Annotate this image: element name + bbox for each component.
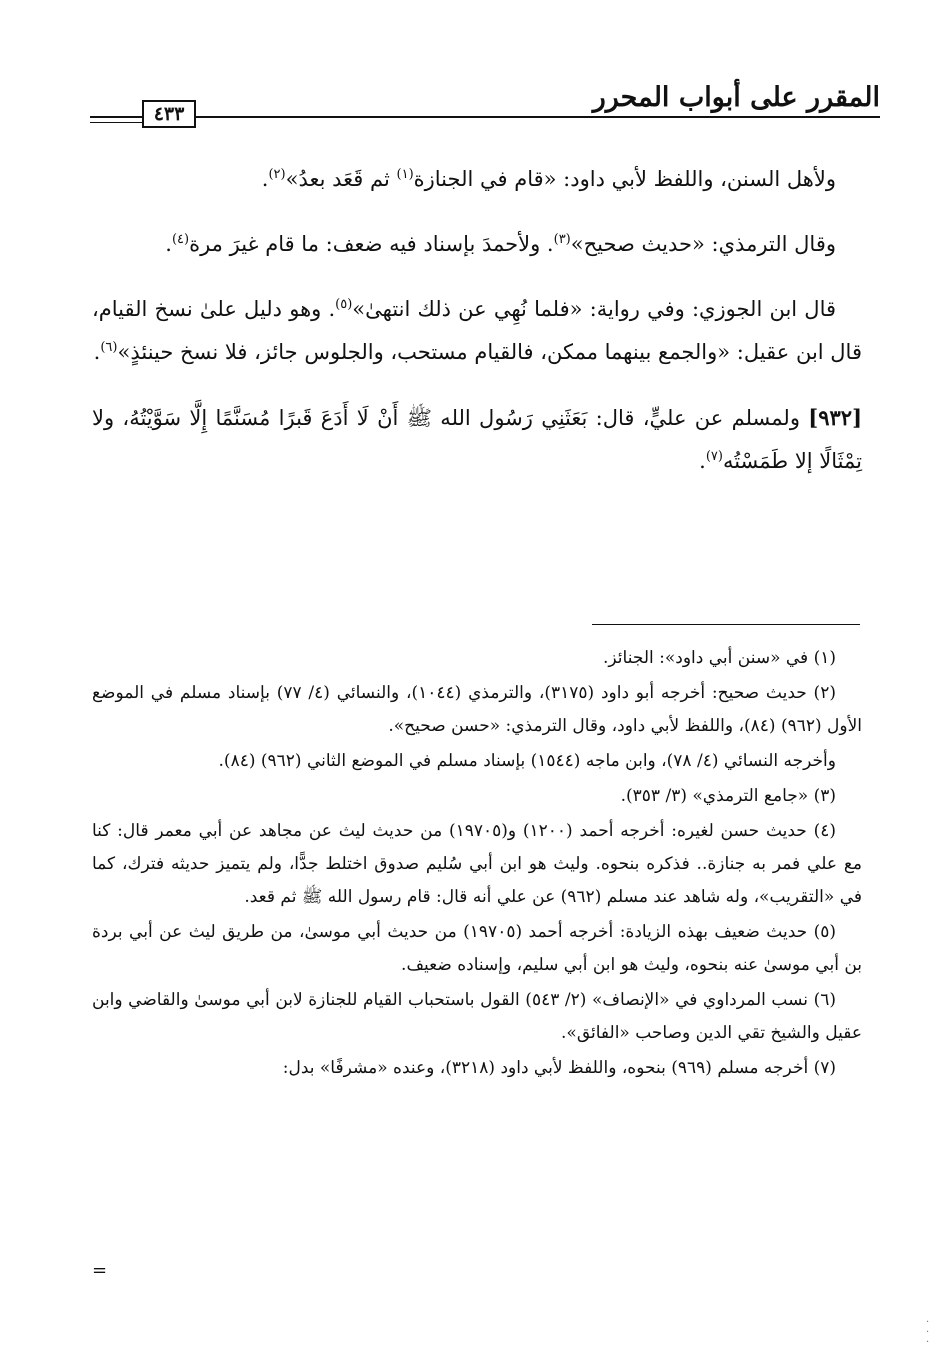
continuation-mark: = [92,1260,108,1281]
footnote-ref: (٦) [100,340,118,355]
footnote-1: (١) في «سنن أبي داود»: الجنائز. [603,648,836,668]
hadith-932: [٩٣٢] ولمسلم عن عليٍّ، قال: بَعَثَنِي رَسُول الله ﷺ أَنْ لَا أَدَعَ قَبرًا مُسَنَّمًا إِلَّا سَوَّيْتُهُ، ولا تِمْثَالًا إلا طَمَسْتُه$^{(٧)}$. [92,405,862,473]
footnote-4: (٤) حديث حسن لغيره: أخرجه أحمد (١٢٠٠) و(١٩٧٠٥) من حديث ليث عن مجاهد عن أبي معمر قال: كنا مع علي فمر به جنازة.. فذكره بنحوه. وليث هو ابن أبي سُليم صدوق اختلط جدًّا، ولم يتميز حديثه فترك، كما في «التقريب»، وله شاهد عند مسلم (٩٦٢) عن علي أنه قال: قام رسول الله ﷺ ثم قعد. [92,821,862,907]
footnotes [92,642,862,1087]
page-header [90,78,880,134]
footnote-ref: (٥) [335,297,353,312]
scan-artifact: · · · [926,1317,930,1348]
header-rule-left [90,116,142,118]
main-text [92,158,862,505]
header-rule-left-thin [90,122,142,123]
footnote-ref: (١) [396,167,414,182]
footnote-ref: (٧) [705,449,723,464]
footnote-2-continued: وأخرجه النسائي (٤/ ٧٨)، وابن ماجه (١٥٤٤) بإسناد مسلم في الموضع الثاني (٩٦٢) (٨٤). [218,751,836,771]
footnote-ref: (٤) [171,232,190,247]
footnote-6: (٦) نسب المرداوي في «الإنصاف» (٢/ ٥٤٣) القول باستحباب القيام للجنازة لابن أبي موسىٰ والقاضي وابن عقيل والشيخ تقي الدين وصاحب «الفائق». [92,990,862,1043]
paragraph-2: وقال الترمذي: «حديث صحيح»$^{(٣)}$. ولأحمدَ بإسناد فيه ضعف: ما قام غيرَ مرة$^{(٤)}$. [165,232,836,256]
footnote-ref: (٢) [268,167,286,182]
hadith-number: [٩٣٢] [808,405,862,430]
running-title: المقرر على أبواب المحرر [592,82,880,113]
footnote-ref: (٣) [553,232,571,247]
paragraph-1: ولأهل السنن، واللفظ لأبي داود: «قام في الجنازة$^{(١)}$ ثم قَعَد بعدُ»$^{(٢)}$. [261,167,836,191]
footnote-2: (٢) حديث صحيح: أخرجه أبو داود (٣١٧٥)، والترمذي (١٠٤٤)، والنسائي (٤/ ٧٧) بإسناد مسلم في الموضع الأول (٩٦٢) (٨٤)، واللفظ لأبي داود، وقال الترمذي: «حسن صحيح». [92,683,862,736]
header-rule-right [196,116,880,118]
page-number: ٤٣٣ [142,100,196,128]
paragraph-3: قال ابن الجوزي: وفي رواية: «فلما نُهِي عن ذلك انتهىٰ»$^{(٥)}$. وهو دليل علىٰ نسخ القيام، قال ابن عقيل: «والجمع بينهما ممكن، فالقيام مستحب، والجلوس جائز، فلا نسخ حينئذٍ»$^{(٦)}$. [92,297,862,364]
footnote-7: (٧) أخرجه مسلم (٩٦٩) بنحوه، واللفظ لأبي داود (٣٢١٨)، وعنده «مشرفًا» بدل: [282,1058,836,1078]
footnote-3: (٣) «جامع الترمذي» (٣/ ٣٥٣). [620,786,836,806]
footnote-5: (٥) حديث ضعيف بهذه الزيادة: أخرجه أحمد (١٩٧٠٥) من حديث أبي موسىٰ، من طريق ليث عن أبي بردة بن أبي موسىٰ عنه بنحوه، وليث هو ابن أبي سليم، وإسناده ضعيف. [92,922,862,975]
footnote-separator [592,624,860,625]
